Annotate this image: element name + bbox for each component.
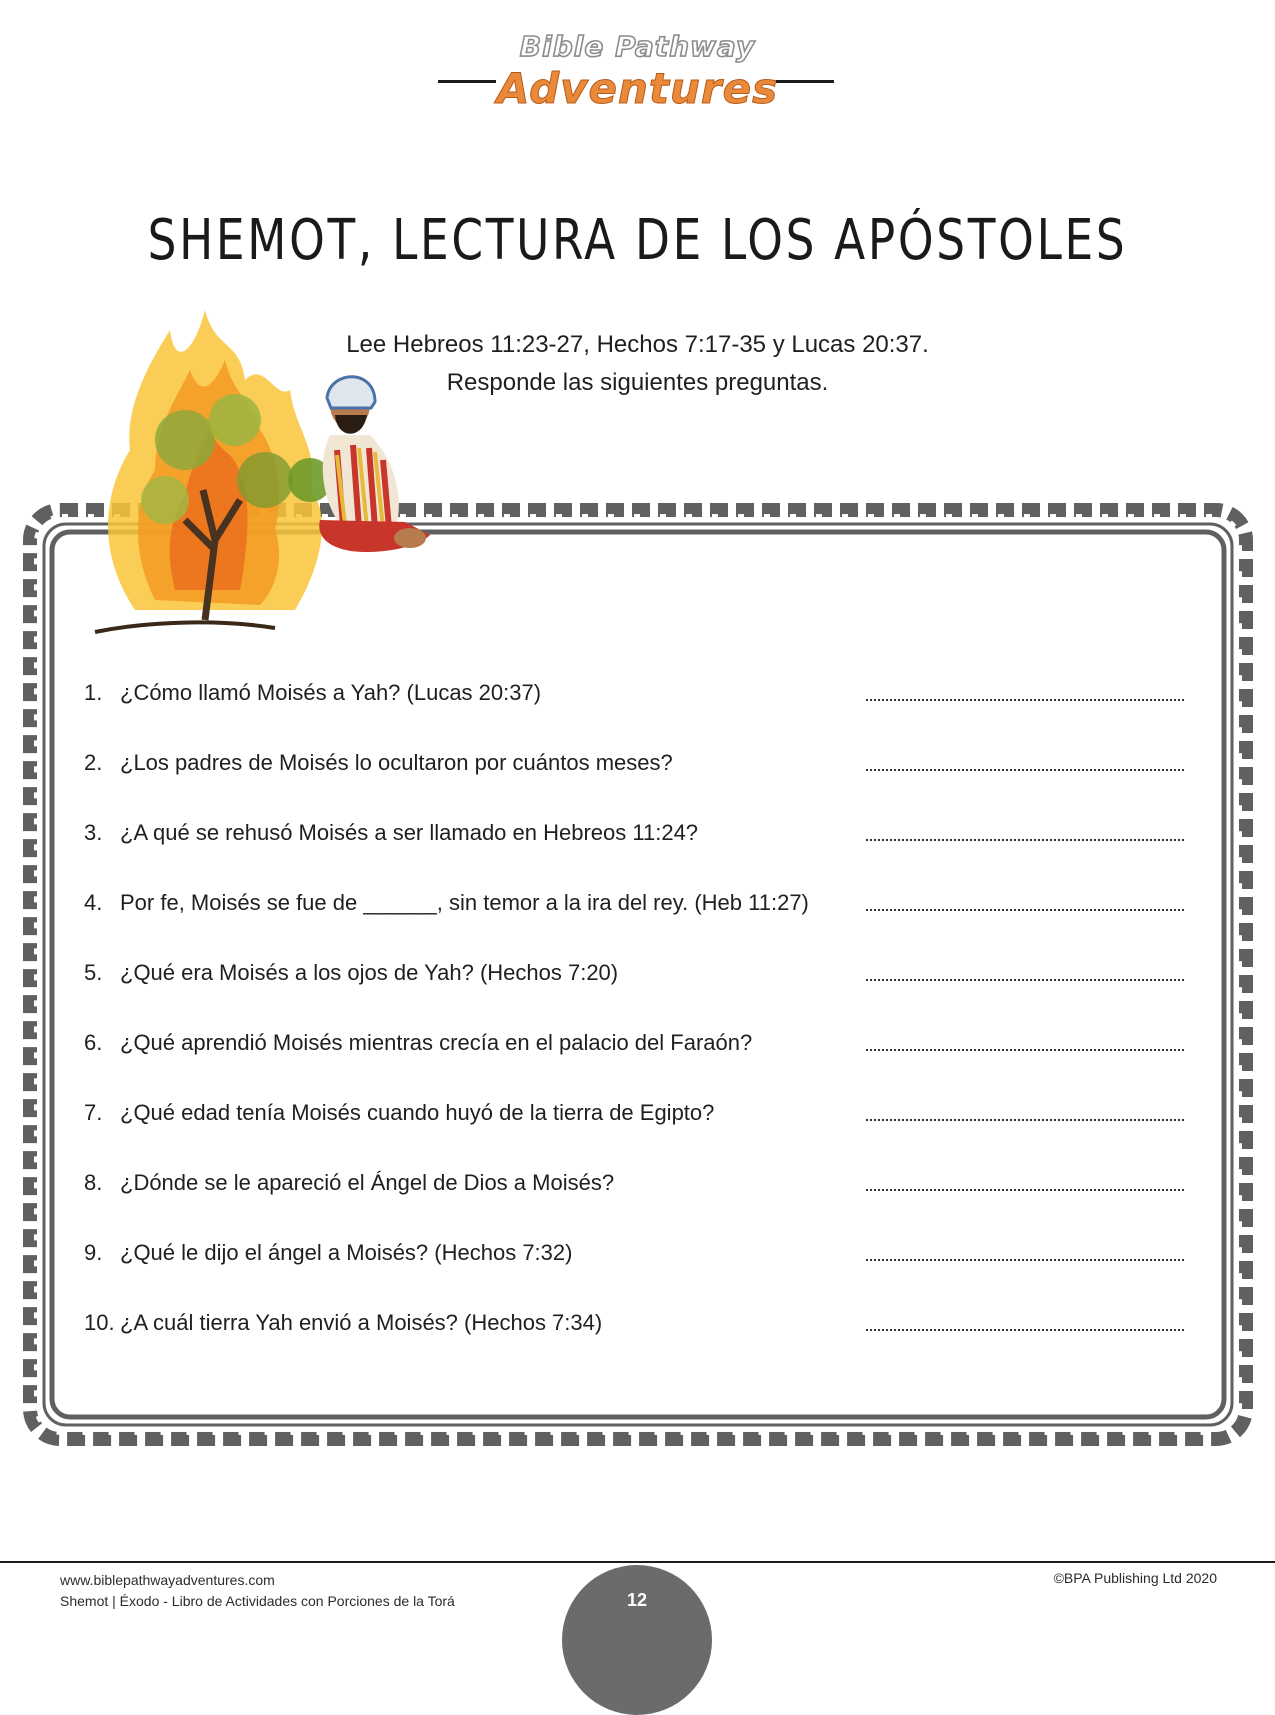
question-text: ¿A cuál tierra Yah envió a Moisés? (Hechos 7:34) bbox=[120, 1310, 603, 1335]
question-text: ¿Los padres de Moisés lo ocultaron por cuántos meses? bbox=[120, 750, 673, 775]
question-number: 3. bbox=[84, 820, 103, 845]
question-text: ¿A qué se rehusó Moisés a ser llamado en Hebreos 11:24? bbox=[120, 820, 699, 845]
answer-blank[interactable] bbox=[866, 909, 1184, 911]
instructions-line-2: Responde las siguientes preguntas. bbox=[446, 369, 829, 396]
footer-copyright: ©BPA Publishing Ltd 2020 bbox=[1053, 1570, 1217, 1586]
question-text: ¿Qué le dijo el ángel a Moisés? (Hechos 7:32) bbox=[120, 1240, 573, 1265]
logo-top-text: Bible Pathway bbox=[519, 30, 756, 63]
question-row bbox=[84, 820, 1184, 860]
page-number-tab bbox=[562, 1565, 712, 1715]
question-row bbox=[84, 680, 1184, 720]
question-text: ¿Dónde se le apareció el Ángel de Dios a Moisés? bbox=[120, 1170, 615, 1195]
question-number: 7. bbox=[84, 1100, 103, 1125]
question-text: ¿Cómo llamó Moisés a Yah? (Lucas 20:37) bbox=[120, 680, 542, 705]
question-number: 9. bbox=[84, 1240, 103, 1265]
answer-blank[interactable] bbox=[866, 1259, 1184, 1261]
question-number: 10. bbox=[84, 1310, 115, 1335]
instructions-line-1: Lee Hebreos 11:23-27, Hechos 7:17-35 y Lucas 20:37. bbox=[346, 331, 929, 358]
question-number: 8. bbox=[84, 1170, 103, 1195]
question-row bbox=[84, 1310, 1184, 1350]
question-row bbox=[84, 750, 1184, 790]
answer-blank[interactable] bbox=[866, 1189, 1184, 1191]
question-row bbox=[84, 1170, 1184, 1210]
logo-bottom-text: Adventures bbox=[496, 64, 779, 113]
question-text: Por fe, Moisés se fue de ______, sin temor a la ira del rey. (Heb 11:27) bbox=[120, 890, 809, 915]
answer-blank[interactable] bbox=[866, 979, 1184, 981]
question-number: 2. bbox=[84, 750, 103, 775]
question-number: 5. bbox=[84, 960, 103, 985]
question-number: 4. bbox=[84, 890, 103, 915]
question-row bbox=[84, 890, 1184, 930]
question-row bbox=[84, 1240, 1184, 1280]
question-number: 1. bbox=[84, 680, 103, 705]
answer-blank[interactable] bbox=[866, 839, 1184, 841]
answer-blank[interactable] bbox=[866, 769, 1184, 771]
question-row bbox=[84, 960, 1184, 1000]
answer-blank[interactable] bbox=[866, 1329, 1184, 1331]
footer-book-title: Shemot | Éxodo - Libro de Actividades con Porciones de la Torá bbox=[60, 1593, 455, 1609]
footer-website-link[interactable]: www.biblepathwayadventures.com bbox=[60, 1572, 275, 1588]
answer-blank[interactable] bbox=[866, 699, 1184, 701]
answer-blank[interactable] bbox=[866, 1049, 1184, 1051]
burning-bush-illustration bbox=[75, 290, 455, 640]
question-text: ¿Qué era Moisés a los ojos de Yah? (Hechos 7:20) bbox=[120, 960, 619, 985]
question-text: ¿Qué aprendió Moisés mientras crecía en el palacio del Faraón? bbox=[120, 1030, 753, 1055]
footer-left bbox=[60, 1570, 455, 1612]
question-number: 6. bbox=[84, 1030, 103, 1055]
question-text: ¿Qué edad tenía Moisés cuando huyó de la tierra de Egipto? bbox=[120, 1100, 715, 1125]
question-row bbox=[84, 1100, 1184, 1140]
header bbox=[0, 30, 1275, 120]
footer-rule bbox=[0, 1561, 1275, 1563]
page-title: SHEMOT, LECTURA DE LOS APÓSTOLES bbox=[147, 208, 1128, 273]
question-row bbox=[84, 1030, 1184, 1070]
answer-blank[interactable] bbox=[866, 1119, 1184, 1121]
page-number: 12 bbox=[626, 1590, 648, 1610]
